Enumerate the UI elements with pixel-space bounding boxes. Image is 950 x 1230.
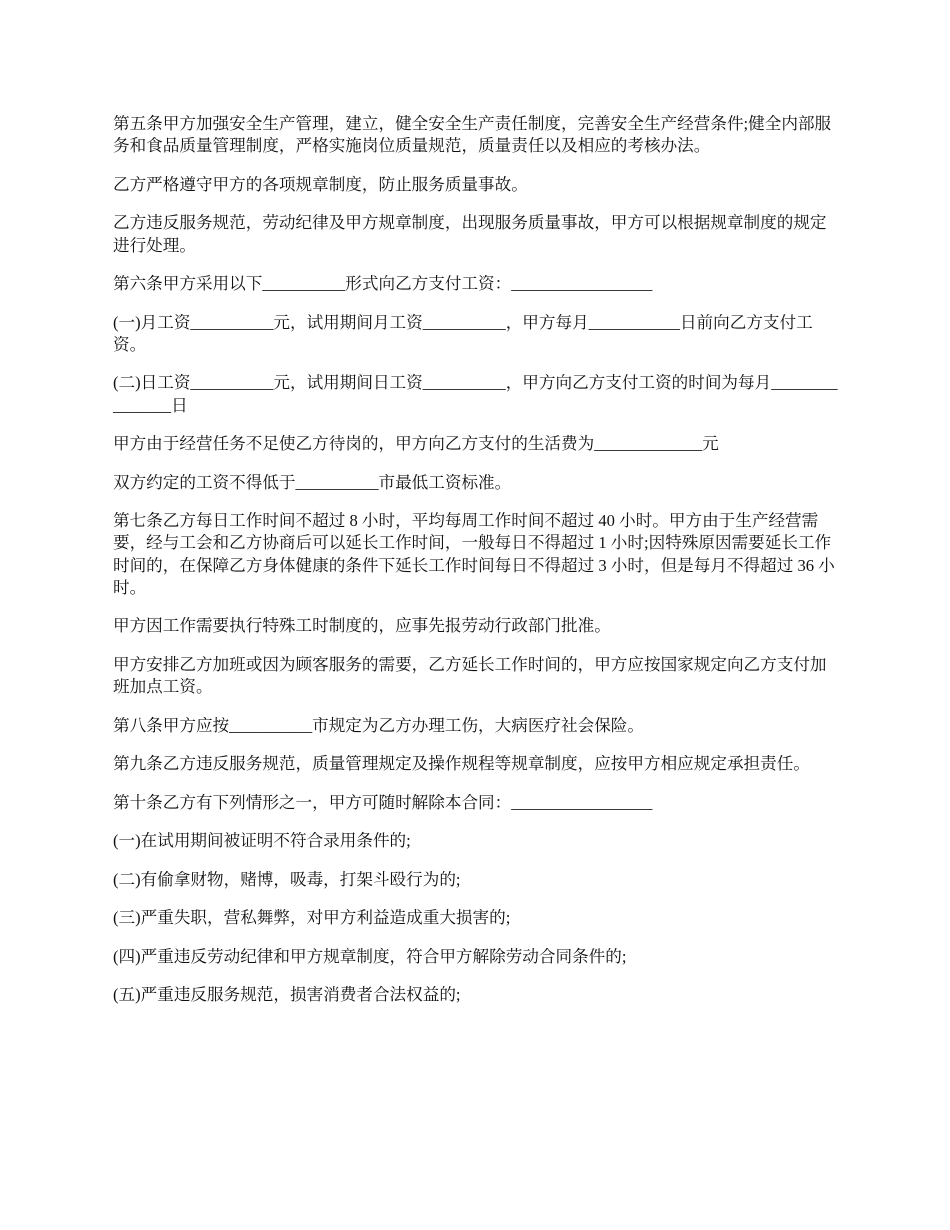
list-item-2: (二)有偷拿财物，赌博，吸毒，打架斗殴行为的;: [113, 869, 461, 889]
paragraph-article-9: 第九条乙方违反服务规范，质量管理规定及操作规程等规章制度，应按甲方相应规定承担责任。: [113, 754, 810, 774]
paragraph-violation-handling: 乙方违反服务规范，劳动纪律及甲方规章制度，出现服务质量事故，甲方可以根据规章制度的规定进行处理。: [113, 213, 827, 255]
paragraph-article-6: 第六条甲方采用以下__________形式向乙方支付工资：_________________: [113, 274, 653, 294]
paragraph-article-5: 第五条甲方加强安全生产管理，建立，健全安全生产责任制度，完善安全生产经营条件;健全内部服务和食品质量管理制度，严格实施岗位质量规范，质量责任以及相应的考核办法。: [113, 114, 832, 156]
paragraph-living-allowance: 甲方由于经营任务不足使乙方待岗的，甲方向乙方支付的生活费为_____________元: [113, 434, 719, 454]
list-item-5: (五)严重违反服务规范，损害消费者合法权益的;: [113, 985, 461, 1005]
paragraph-daily-wage: (二)日工资__________元，试用期间日工资__________，甲方向乙方支付工资的时间为每月_______________日: [113, 373, 838, 415]
paragraph-overtime-pay: 甲方安排乙方加班或因为顾客服务的需要，乙方延长工作时间的，甲方应按国家规定向乙方支付加班加点工资。: [113, 654, 827, 697]
list-item-3: (三)严重失职，营私舞弊，对甲方利益造成重大损害的;: [113, 908, 511, 928]
paragraph-party-b-compliance: 乙方严格遵守甲方的各项规章制度，防止服务质量事故。: [113, 174, 528, 194]
document-page: [113, 113, 841, 1023]
paragraph-monthly-wage: (一)月工资__________元，试用期间月工资__________，甲方每月___________日前向乙方支付工资。: [113, 312, 813, 354]
list-item-1: (一)在试用期间被证明不符合录用条件的;: [113, 831, 411, 851]
list-item-4: (四)严重违反劳动纪律和甲方规章制度，符合甲方解除劳动合同条件的;: [113, 946, 627, 966]
paragraph-minimum-wage: 双方约定的工资不得低于__________市最低工资标准。: [113, 472, 512, 492]
paragraph-article-8: 第八条甲方应按__________市规定为乙方办理工伤，大病医疗社会保险。: [113, 715, 644, 735]
paragraph-article-7: 第七条乙方每日工作时间不超过 8 小时，平均每周工作时间不超过 40 小时。甲方由于生产经营需要，经与工会和乙方协商后可以延长工作时间，一般每日不得超过 1 小时;因特殊原因需要延长工作时间的，在保障乙方身体健康的条件下延长工作时间每日不得超过 3 小时，但是每月不得超过 36 小时。: [113, 511, 835, 597]
paragraph-article-10: 第十条乙方有下列情形之一，甲方可随时解除本合同：_________________: [113, 792, 653, 812]
paragraph-special-hours: 甲方因工作需要执行特殊工时制度的，应事先报劳动行政部门批准。: [113, 616, 611, 636]
